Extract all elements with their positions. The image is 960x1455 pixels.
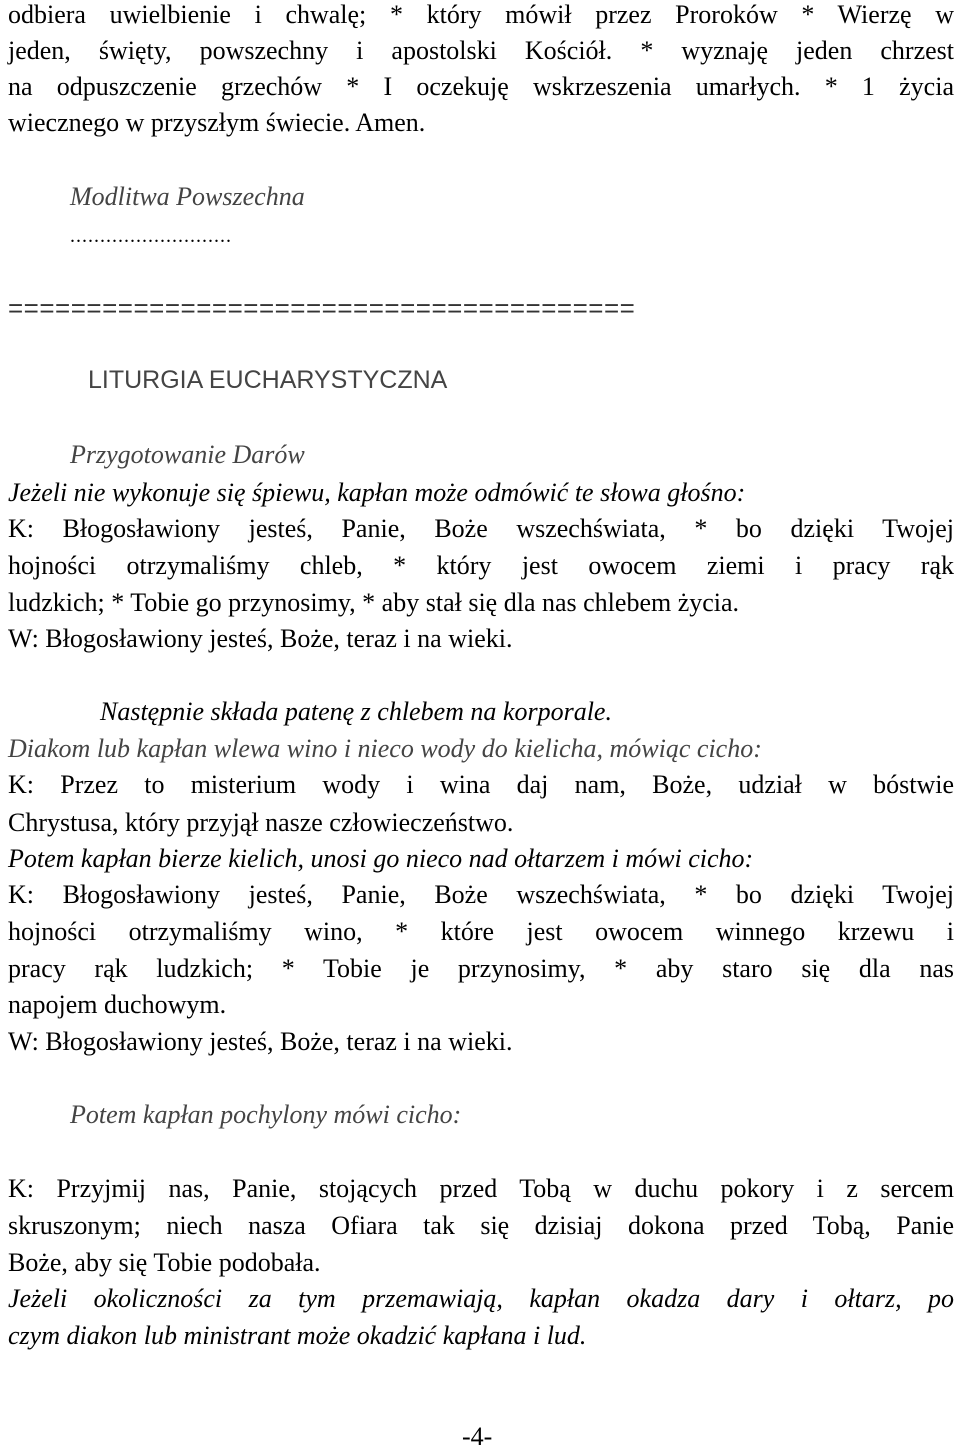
prayer-heading: Modlitwa Powszechna [70,182,305,211]
priest-prayer-line: Chrystusa, który przyjął nasze człowieczeństwo. [8,808,514,837]
section-title: LITURGIA EUCHARYSTYCZNA [88,366,448,394]
creed-text-line: jeden, święty, powszechny i apostolski Kościół. * wyznaję jeden chrzest [8,36,954,65]
priest-prayer-line: pracy rąk ludzkich; * Tobie je przynosimy, * aby staro się dla nas [8,954,954,983]
priest-prayer-line: skruszonym; niech nasza Ofiara tak się dzisiaj dokona przed Tobą, Panie [8,1211,954,1240]
priest-prayer-line: Boże, aby się Tobie podobała. [8,1248,321,1277]
page-number: -4- [462,1422,493,1451]
creed-text-line: odbiera uwielbienie i chwalę; * który mówił przez Proroków * Wierzę w [8,0,954,29]
people-response: W: Błogosławiony jesteś, Boże, teraz i na wieki. [8,1027,513,1056]
priest-prayer-line: ludzkich; * Tobie go przynosimy, * aby stał się dla nas chlebem życia. [8,588,740,617]
priest-prayer-line: K: Przez to misterium wody i wina daj nam, Boże, udział w bóstwie [8,770,954,799]
priest-prayer-line: hojności otrzymaliśmy wino, * które jest owocem winnego krzewu i [8,917,954,946]
priest-prayer-line: hojności otrzymaliśmy chleb, * który jest owocem ziemi i pracy rąk [8,551,954,580]
priest-prayer-line: K: Błogosławiony jesteś, Panie, Boże wszechświata, * bo dzięki Twojej [8,514,954,543]
rubric: Następnie składa patenę z chlebem na korporale. [100,697,612,726]
priest-prayer-line: K: Błogosławiony jesteś, Panie, Boże wszechświata, * bo dzięki Twojej [8,880,954,909]
priest-prayer-line: K: Przyjmij nas, Panie, stojących przed Tobą w duchu pokory i z sercem [8,1174,954,1203]
gifts-heading: Przygotowanie Darów [70,440,305,469]
rubric: Jeżeli okoliczności za tym przemawiają, kapłan okadza dary i ołtarz, po [8,1284,954,1313]
people-response: W: Błogosławiony jesteś, Boże, teraz i na wieki. [8,624,513,653]
section-separator: ======================================== [8,293,636,323]
rubric: Potem kapłan bierze kielich, unosi go nieco nad ołtarzem i mówi cicho: [8,844,754,873]
rubric: Diakom lub kapłan wlewa wino i nieco wody do kielicha, mówiąc cicho: [8,734,762,763]
rubric: czym diakon lub ministrant może okadzić kapłana i lud. [8,1321,587,1350]
creed-text-line: wiecznego w przyszłym świecie. Amen. [8,108,426,137]
rubric: Jeżeli nie wykonuje się śpiewu, kapłan może odmówić te słowa głośno: [8,478,746,507]
rubric: Potem kapłan pochylony mówi cicho: [70,1100,462,1129]
prayer-ellipsis: ........................... [70,225,232,247]
creed-text-line: na odpuszczenie grzechów * I oczekuję wskrzeszenia umarłych. * 1 życia [8,72,954,101]
priest-prayer-line: napojem duchowym. [8,990,227,1019]
